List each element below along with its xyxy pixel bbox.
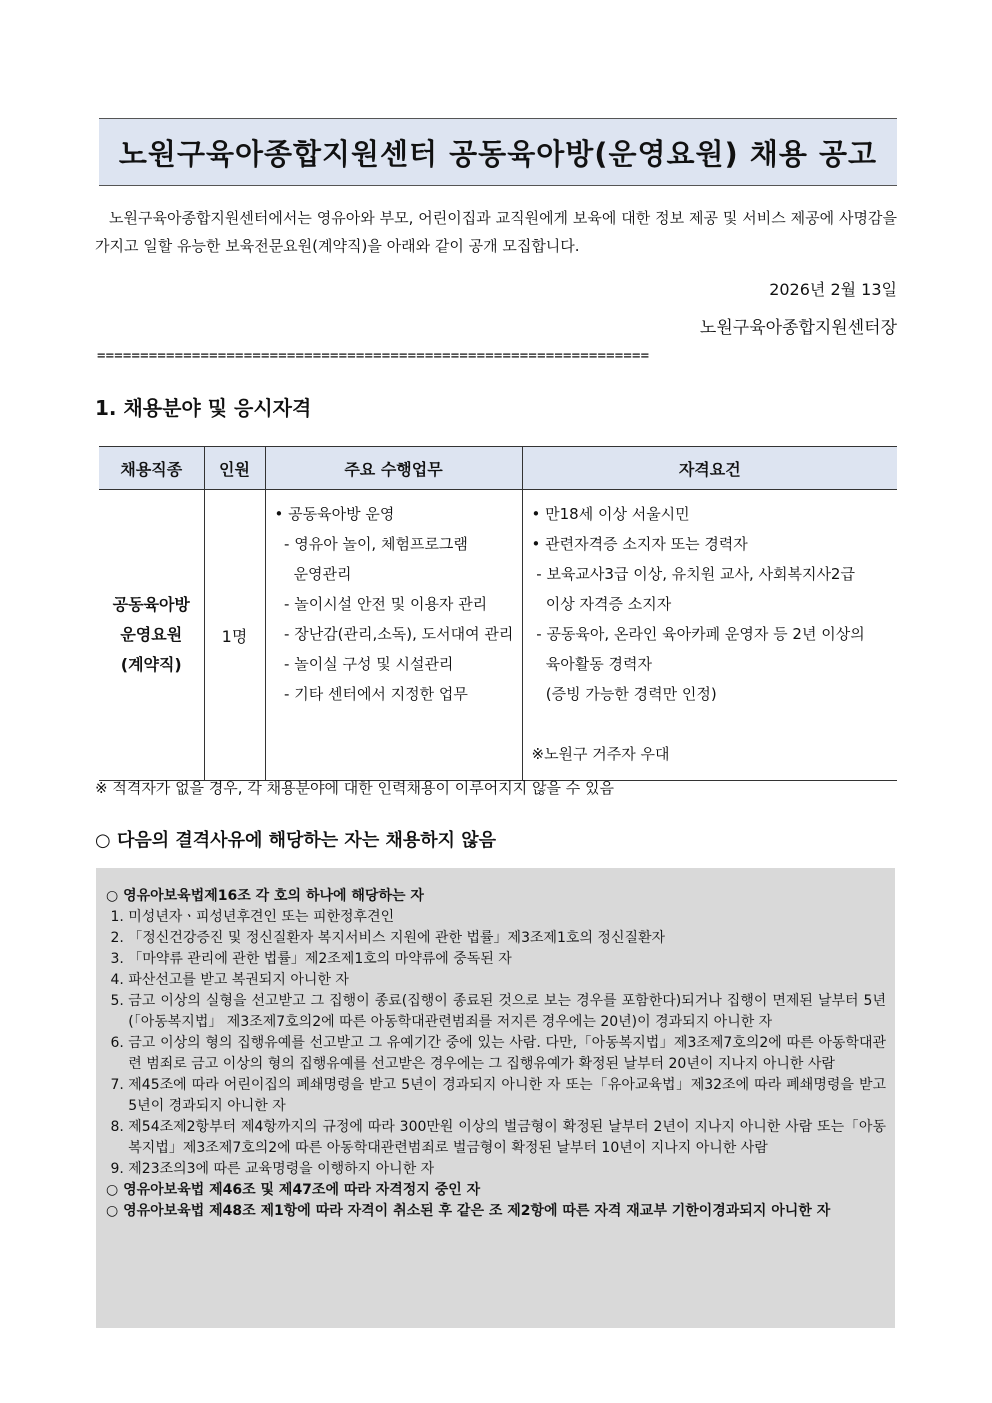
qualifications-list — [524, 491, 897, 779]
table-note: ※ 적격자가 없을 경우, 각 채용분야에 대한 인력채용이 이루어지지 않을 수 있음 — [95, 779, 614, 797]
list-item: (증빙 가능한 경력만 인정) — [531, 685, 717, 703]
recruitment-table — [99, 446, 897, 781]
list-item: - 공동육아, 온라인 육아카페 운영자 등 2년 이상의 — [531, 625, 865, 643]
list-item: • 관련자격증 소지자 또는 경력자 — [531, 535, 748, 553]
count-cell: 1명 — [204, 490, 265, 781]
header-count: 인원 — [204, 447, 265, 490]
item-text: 「마약류 관리에 관한 법률」제2조제1호의 마약류에 중독된 자 — [128, 951, 512, 967]
item-number: 6. — [106, 1035, 129, 1051]
list-item: - 영유아 놀이, 체험프로그램 — [274, 535, 468, 553]
item-text: 미성년자ㆍ피성년후견인 또는 피한정후견인 — [128, 909, 395, 925]
item-number: 8. — [106, 1119, 129, 1135]
header-qualifications: 자격요건 — [522, 447, 897, 490]
list-item: - 놀이시설 안전 및 이용자 관리 — [274, 595, 488, 613]
item-text: 「정신건강증진 및 정신질환자 복지서비스 지원에 관한 법률」제3조제1호의 정신질환자 — [128, 930, 666, 946]
table-row — [99, 490, 897, 781]
list-item: • 공동육아방 운영 — [274, 505, 395, 523]
item-number: 7. — [106, 1077, 129, 1093]
list-item — [106, 1075, 886, 1117]
item-number: 4. — [106, 972, 129, 988]
list-item — [106, 1033, 886, 1075]
list-item — [106, 907, 886, 928]
item-number: 2. — [106, 930, 129, 946]
list-item — [532, 709, 891, 739]
list-item: 육아활동 경력자 — [531, 655, 653, 673]
list-item: ※노원구 거주자 우대 — [531, 745, 670, 763]
list-item — [106, 1201, 886, 1222]
item-text: 제54조제2항부터 제4항까지의 규정에 따라 300만원 이상의 벌금형이 확정된 날부터 2년이 지나지 아니한 사람 또는「아동복지법」제3조제7호의2에 따른 아동학대관련범죄로 벌금형이 확정된 날부터 10년이 지나지 아니한 사람 — [128, 1119, 886, 1156]
list-item: - 보육교사3급 이상, 유치원 교사, 사회복지사2급 — [531, 565, 855, 583]
item-number: ○ — [106, 1182, 124, 1198]
list-item — [106, 928, 886, 949]
job-line: 운영요원 — [120, 625, 183, 644]
item-number: 3. — [106, 951, 129, 967]
item-text: 제45조에 따라 어린이집의 폐쇄명령을 받고 5년이 경과되지 아니한 자 또는「유아교육법」제32조에 따라 폐쇄명령을 받고 5년이 경과되지 아니한 자 — [128, 1077, 886, 1114]
job-type-cell — [99, 490, 204, 781]
intro-paragraph: 노원구육아종합지원센터에서는 영유아와 부모, 어린이집과 교직원에게 보육에 대한 정보 제공 및 서비스 제공에 사명감을 가지고 일할 유능한 보육전문요원(계약직)을 아래와 같이 공개 모집합니다. — [95, 209, 897, 255]
duties-list — [267, 491, 521, 719]
item-number: ○ — [106, 1203, 124, 1219]
job-line: (계약직) — [120, 655, 182, 674]
disqualification-box — [96, 868, 895, 1328]
list-item — [106, 1117, 886, 1159]
list-item — [106, 991, 886, 1033]
item-text: 제23조의3에 따른 교육명령을 이행하지 아니한 자 — [128, 1161, 435, 1177]
job-line: 공동육아방 — [112, 595, 190, 614]
item-text: 영유아보육법 제46조 및 제47조에 따라 자격정지 중인 자 — [123, 1182, 481, 1198]
list-item — [106, 1180, 886, 1201]
issuer-name: 노원구육아종합지원센터장 — [699, 318, 897, 338]
qualifications-cell — [522, 490, 897, 781]
list-item — [106, 970, 886, 991]
item-number: 5. — [106, 993, 129, 1009]
disqualification-heading: ○ 영유아보육법제16조 각 호의 하나에 해당하는 자 — [106, 888, 424, 904]
list-item: - 기타 센터에서 지정한 업무 — [274, 685, 468, 703]
list-item: • 만18세 이상 서울시민 — [531, 505, 690, 523]
item-number: 1. — [106, 909, 129, 925]
item-text: 영유아보육법 제48조 제1항에 따라 자격이 취소된 후 같은 조 제2항에 따른 자격 재교부 기한이경과되지 아니한 자 — [123, 1203, 831, 1219]
list-item — [106, 1159, 886, 1180]
header-job-type: 채용직종 — [99, 447, 204, 490]
item-text: 금고 이상의 실형을 선고받고 그 집행이 종료(집행이 종료된 것으로 보는 경우를 포함한다)되거나 집행이 면제된 날부터 5년(「아동복지법」 제3조제7호의2에 따른 아동학대관련범죄를 저지른 경우에는 20년)이 경과되지 아니한 자 — [128, 993, 886, 1030]
announcement-date: 2026년 2월 13일 — [769, 280, 897, 299]
page-title: 노원구육아종합지원센터 공동육아방(운영요원) 채용 공고 — [99, 118, 897, 186]
item-text: 금고 이상의 형의 집행유예를 선고받고 그 유예기간 중에 있는 사람. 다만,「아동복지법」제3조제7호의2에 따른 아동학대관련 범죄로 금고 이상의 형의 집행유예를 선고받은 경우에는 그 집행유예가 확정된 날부터 20년이 지나지 아니한 사람 — [128, 1035, 886, 1072]
disqualification-list — [106, 886, 886, 1222]
header-duties: 주요 수행업무 — [265, 447, 522, 490]
list-item: 운영관리 — [274, 565, 352, 583]
section-1-title: 1. 채용분야 및 응시자격 — [95, 396, 312, 420]
list-item — [106, 949, 886, 970]
list-item: - 장난감(관리,소독), 도서대여 관리 — [274, 625, 514, 643]
section-2-title: ○ 다음의 결격사유에 해당하는 자는 채용하지 않음 — [95, 830, 497, 851]
list-item: 이상 자격증 소지자 — [531, 595, 672, 613]
list-item: - 놀이실 구성 및 시설관리 — [274, 655, 454, 673]
separator-rule: ================================================================ — [97, 348, 650, 364]
item-number: 9. — [106, 1161, 129, 1177]
item-text: 파산선고를 받고 복권되지 아니한 자 — [128, 972, 349, 988]
duties-cell — [265, 490, 522, 781]
